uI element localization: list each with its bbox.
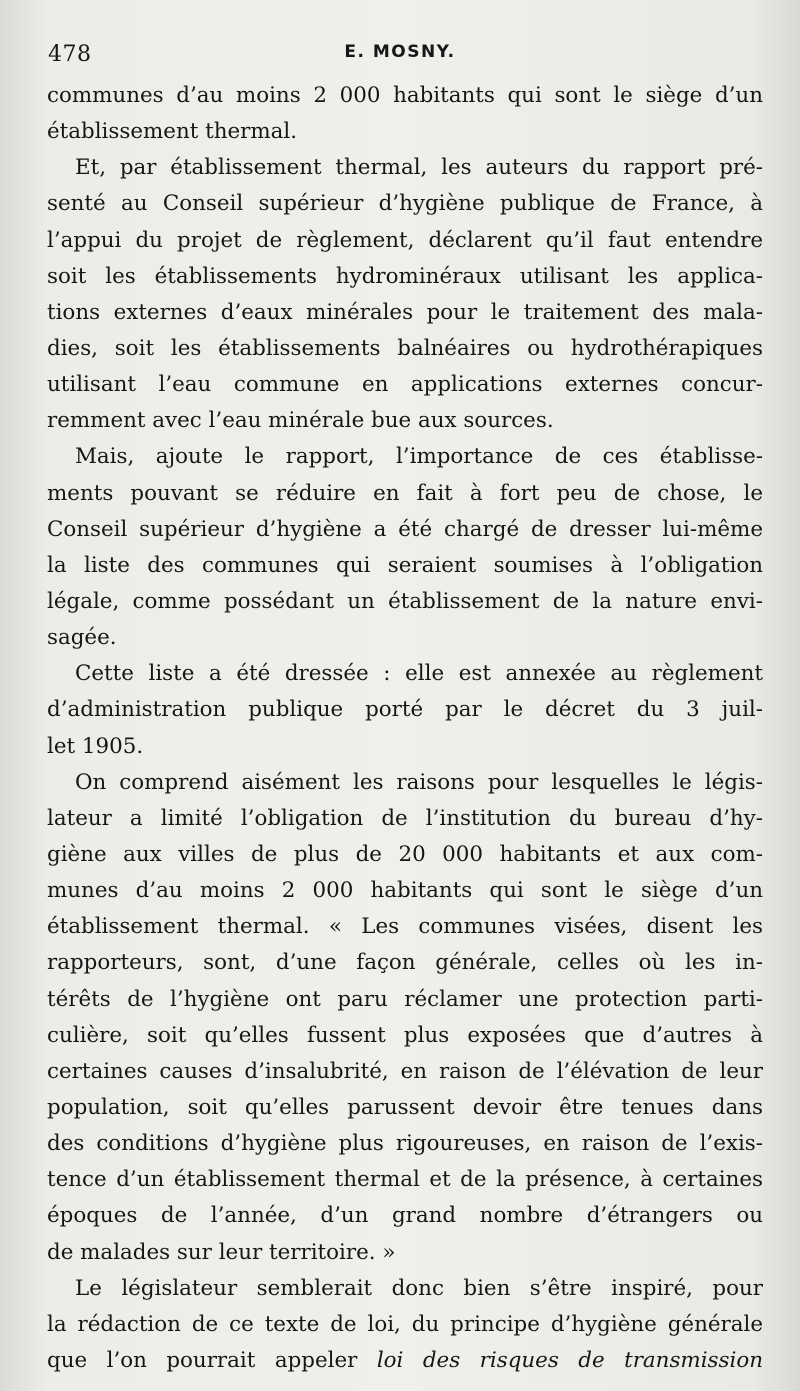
text-line: rapporteurs, sont, d’une façon générale, celles où les in- — [47, 950, 763, 976]
text-line: let 1905. — [47, 733, 144, 759]
text-line: giène aux villes de plus de 20 000 habitants et aux com- — [47, 841, 763, 867]
text-line: Conseil supérieur d’hygiène a été chargé de dresser lui-même — [47, 516, 763, 542]
text-line: légale, comme possédant un établissement de la nature envi- — [47, 588, 763, 614]
text-line: lateur a limité l’obligation de l’institution du bureau d’hy- — [47, 805, 763, 831]
text-line: culière, soit qu’elles fussent plus exposées que d’autres à — [47, 1022, 763, 1048]
text-line: ments pouvant se réduire en fait à fort peu de chose, le — [47, 480, 763, 506]
text-line: senté au Conseil supérieur d’hygiène publique de France, à — [47, 191, 763, 217]
text-line: certaines causes d’insalubrité, en raison de l’élévation de leur — [47, 1058, 763, 1084]
text-line: Mais, ajoute le rapport, l’importance de ces établisse- — [75, 444, 763, 470]
text-line: remment avec l’eau minérale bue aux sources. — [47, 408, 554, 434]
text-line: de malades sur leur territoire. » — [47, 1239, 396, 1265]
running-head — [40, 36, 760, 70]
final-line-italic: loi des risques de transmission — [376, 1347, 764, 1373]
text-line: Cette liste a été dressée : elle est annexée au règlement — [75, 661, 763, 687]
text-line: tence d’un établissement thermal et de la présence, à certaines — [47, 1167, 763, 1193]
text-line: térêts de l’hygiène ont paru réclamer une protection parti- — [47, 986, 763, 1012]
text-line: la liste des communes qui seraient soumises à l’obligation — [47, 552, 763, 578]
text-line: utilisant l’eau commune en applications externes concur- — [47, 372, 763, 398]
text-line: époques de l’année, d’un grand nombre d’étrangers ou — [47, 1203, 763, 1229]
text-line: établissement thermal. — [47, 119, 298, 145]
page-number: 478 — [48, 42, 92, 67]
text-line: établissement thermal. « Les communes visées, disent les — [47, 914, 763, 940]
text-line: dies, soit les établissements balnéaires ou hydrothérapiques — [47, 335, 763, 361]
text-line: la rédaction de ce texte de loi, du principe d’hygiène générale — [47, 1311, 763, 1337]
text-line: sagée. — [47, 625, 117, 651]
text-line: soit les établissements hydrominéraux utilisant les applica- — [47, 263, 763, 289]
text-line: munes d’au moins 2 000 habitants qui sont le siège d’un — [47, 878, 763, 904]
text-line: Le législateur semblerait donc bien s’être inspiré, pour — [75, 1275, 763, 1301]
text-line-final — [47, 1343, 763, 1379]
text-line: communes d’au moins 2 000 habitants qui sont le siège d’un — [47, 83, 763, 108]
text-line: l’appui du projet de règlement, déclarent qu’il faut entendre — [47, 227, 763, 253]
text-line: d’administration publique porté par le décret du 3 juil- — [47, 697, 763, 723]
body-text — [47, 78, 763, 1379]
text-line: Et, par établissement thermal, les auteurs du rapport pré- — [75, 155, 763, 181]
text-line: tions externes d’eaux minérales pour le traitement des mala- — [47, 299, 763, 325]
text-line: population, soit qu’elles parussent devoir être tenues dans — [47, 1094, 763, 1120]
text-line: des conditions d’hygiène plus rigoureuses, en raison de l’exis- — [47, 1131, 763, 1157]
final-line-lead: que l’on pourrait appeler — [47, 1347, 377, 1373]
text-line: On comprend aisément les raisons pour lesquelles le légis- — [75, 769, 763, 795]
author-header: E. MOSNY. — [344, 42, 456, 62]
